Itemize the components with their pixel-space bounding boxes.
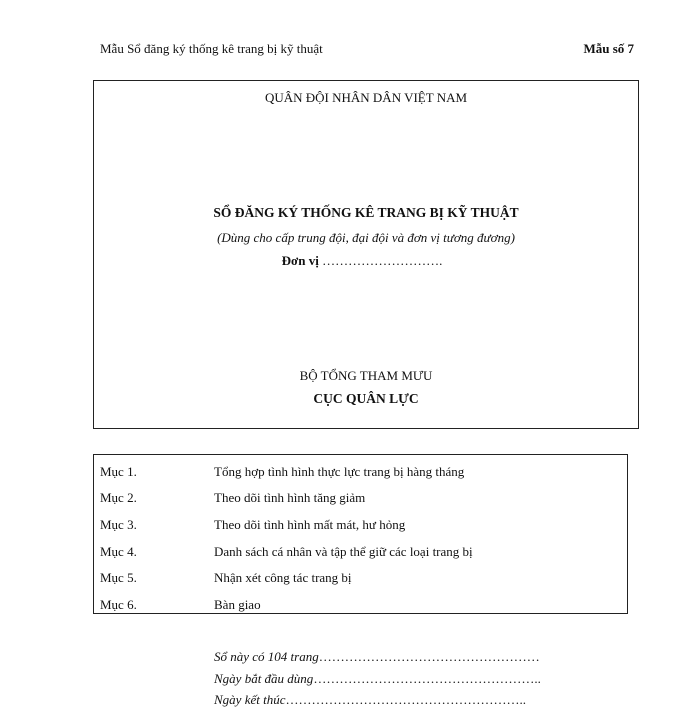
contents-description: Theo dõi tình hình tăng giảm bbox=[214, 490, 366, 505]
start-date-label: Ngày bắt đầu dùng bbox=[214, 671, 314, 686]
contents-row bbox=[94, 570, 627, 590]
end-date-line bbox=[214, 692, 526, 708]
contents-row bbox=[94, 544, 627, 564]
end-date-label: Ngày kết thúc bbox=[214, 692, 286, 707]
cover-box bbox=[93, 80, 639, 429]
page-count-blank: …………………………………………… bbox=[318, 649, 540, 664]
start-date-blank: …………………………………………….. bbox=[313, 671, 541, 686]
department-name: CỤC QUÂN LỰC bbox=[313, 391, 419, 406]
end-date-blank: ……………………………………………….. bbox=[285, 692, 526, 707]
contents-description: Nhận xét công tác trang bị bbox=[214, 570, 352, 585]
organization-name: QUÂN ĐỘI NHÂN DÂN VIỆT NAM bbox=[264, 90, 468, 105]
contents-row bbox=[94, 490, 627, 510]
contents-code: Mục 2. bbox=[100, 490, 137, 505]
contents-box bbox=[93, 454, 628, 614]
page-count-label: Sổ này có 104 trang bbox=[214, 649, 319, 664]
unit-value-blank: ………………………. bbox=[322, 253, 443, 268]
contents-description: Tổng hợp tình hình thực lực trang bị hàng tháng bbox=[214, 464, 465, 479]
contents-code: Mục 3. bbox=[100, 517, 137, 532]
contents-row bbox=[94, 517, 627, 537]
contents-code: Mục 5. bbox=[100, 570, 137, 585]
unit-label: Đơn vị bbox=[281, 253, 319, 268]
contents-description: Danh sách cá nhân và tập thể giữ các loại trang bị bbox=[214, 544, 473, 559]
unit-line bbox=[90, 253, 634, 269]
contents-description: Bàn giao bbox=[214, 597, 261, 612]
form-number: Mẫu số 7 bbox=[583, 41, 634, 56]
page-count-line bbox=[214, 649, 540, 665]
start-date-line bbox=[214, 671, 541, 687]
contents-code: Mục 6. bbox=[100, 597, 137, 612]
form-name: Mẫu Sổ đăng ký thống kê trang bị kỹ thuật bbox=[100, 41, 323, 56]
contents-code: Mục 1. bbox=[100, 464, 137, 479]
document-title: SỔ ĐĂNG KÝ THỐNG KÊ TRANG BỊ KỸ THUẬT bbox=[213, 205, 519, 220]
contents-row bbox=[94, 597, 627, 617]
contents-code: Mục 4. bbox=[100, 544, 137, 559]
contents-description: Theo dõi tình hình mất mát, hư hỏng bbox=[214, 517, 406, 532]
agency-name: BỘ TỔNG THAM MƯU bbox=[299, 368, 433, 383]
document-subtitle: (Dùng cho cấp trung đội, đại đội và đơn vị tương đương) bbox=[217, 230, 515, 245]
contents-row bbox=[94, 464, 627, 484]
